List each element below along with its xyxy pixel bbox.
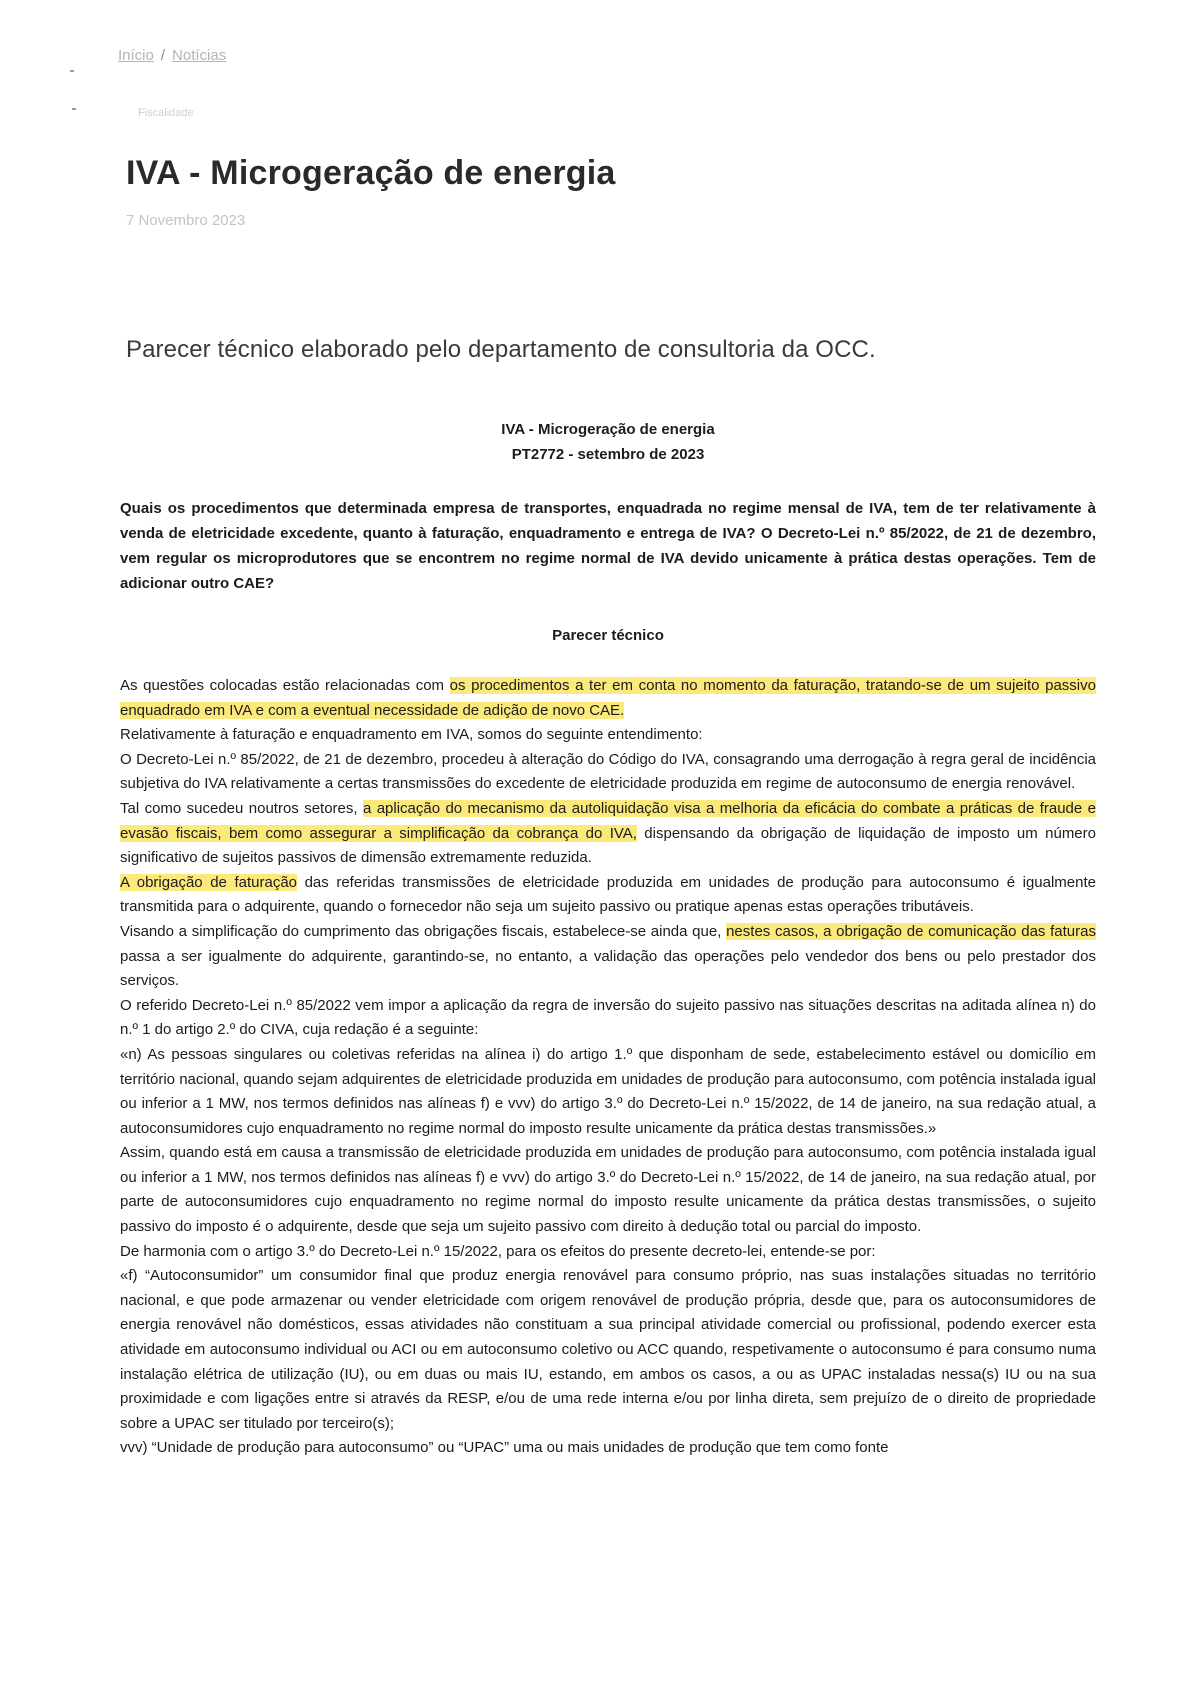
quote-paragraph: vvv) “Unidade de produção para autoconsumo” ou “UPAC” uma ou mais unidades de produção que tem como fonte [120,1439,889,1457]
paragraph [120,871,1096,920]
category-label: Fiscalidade [138,107,194,119]
paragraph [120,920,1096,994]
paragraph: O Decreto-Lei n.º 85/2022, de 21 de dezembro, procedeu à alteração do Código do IVA, consagrando uma derrogação à regra geral de incidência subjetiva do IVA relativamente a certas transmissões do excedente de eletricidade produzida em regime de autoconsumo de energia renovável. [120,750,1096,793]
paragraph-text: dispensando da obrigação de liquidação de imposto um número significativo de sujeitos passivos de dimensão extremamente reduzida. [120,824,1096,867]
paragraph-text: passa a ser igualmente do adquirente, garantindo-se, no entanto, a validação das operações pelo vendedor dos bens ou pelo prestador dos serviços. [120,947,1096,990]
quote-paragraph: «f) “Autoconsumidor” um consumidor final que produz energia renovável para consumo próprio, nas suas instalações situadas no território nacional, e que pode armazenar ou vender eletricidade com origem renovável de produção própria, desde que, para os autoconsumidores de energia renovável não domésticos, essas atividades não constituam a sua principal atividade comercial ou profissional, podendo exercer esta atividade em autoconsumo individual ou ACI ou em autoconsumo coletivo ou ACC quando, respetivamente o autoconsumo é para consumo numa instalação elétrica de utilização (IU), ou em duas ou mais IU, estando, em ambos os casos, a ou as UPAC instaladas nessa(s) IU ou na sua proximidade e com ligações entre si através da RESP, e/ou de uma rede interna e/ou por linha direta, sem prejuízo de o direito de propriedade sobre a UPAC ser titulado por terceiro(s); [120,1267,1096,1432]
question-text: Quais os procedimentos que determinada empresa de transportes, enquadrada no regime mensal de IVA, tem de ter relativamente à venda de eletricidade excedente, quanto à faturação, enquadramento e entrega de IVA? O Decreto-Lei n.º 85/2022, de 21 de dezembro, vem regular os microprodutores que se encontrem no regime normal de IVA devido unicamente à prática destas operações. Tem de adicionar outro CAE? [120,500,1096,592]
breadcrumb-news-link[interactable]: Notícias [172,47,227,64]
document-title: IVA - Microgeração de energia [501,421,715,438]
document-body [120,674,1096,1461]
paragraph: Assim, quando está em causa a transmissão de eletricidade produzida em unidades de produção para autoconsumo, com potência instalada igual ou inferior a 1 MW, nos termos definidos nas alíneas f) e vvv) do artigo 3.º do Decreto-Lei n.º 15/2022, de 14 de janeiro, na sua redação atual, por parte de autoconsumidores cujo enquadramento no regime normal do imposto resulte unicamente da prática destas transmissões, o sujeito passivo do imposto é o adquirente, desde que seja um sujeito passivo com direito à dedução total ou parcial do imposto. [120,1144,1096,1236]
paragraph-text: das referidas transmissões de eletricidade produzida em unidades de produção para autoconsumo é igualmente transmitida para o adquirente, quando o fornecedor não seja um sujeito passivo ou pratique apenas estas operações tributáveis. [120,873,1096,916]
paragraph: O referido Decreto-Lei n.º 85/2022 vem impor a aplicação da regra de inversão do sujeito passivo nas situações descritas na aditada alínea n) do n.º 1 do artigo 2.º do CIVA, cuja redação é a seguinte: [120,996,1096,1039]
breadcrumb-separator: / [160,47,166,64]
highlighted-text: os procedimentos a ter em conta no momento da faturação, tratando-se de um sujeito passivo enquadrado em IVA e com a eventual necessidade de adição de novo CAE. [120,677,1096,719]
paragraph [120,797,1096,871]
paragraph: Relativamente à faturação e enquadramento em IVA, somos do seguinte entendimento: [120,726,703,744]
scan-speck [72,108,76,110]
page-title: IVA - Microgeração de energia [126,154,616,192]
publish-date: 7 Novembro 2023 [126,212,246,229]
document-reference: PT2772 - setembro de 2023 [511,446,705,463]
section-title: Parecer técnico [552,627,664,644]
breadcrumb [118,47,226,64]
paragraph-text: As questões colocadas estão relacionadas com [120,677,450,694]
paragraph: De harmonia com o artigo 3.º do Decreto-Lei n.º 15/2022, para os efeitos do presente decreto-lei, entende-se por: [120,1242,876,1260]
highlighted-text: nestes casos, a obrigação de comunicação das faturas [726,922,1096,940]
highlighted-text: a aplicação do mecanismo da autoliquidação visa a melhoria da eficácia do combate a práticas de fraude e evasão fiscais, bem como assegurar a simplificação da cobrança do IVA, [120,799,1096,842]
paragraph-text: Tal como sucedeu noutros setores, [120,799,363,817]
quote-paragraph: «n) As pessoas singulares ou coletivas referidas na alínea i) do artigo 1.º que disponham de sede, estabelecimento estável ou domicílio em território nacional, quando sejam adquirentes de eletricidade produzida em unidades de produção para autoconsumo, com potência instalada igual ou inferior a 1 MW, nos termos definidos nas alíneas f) e vvv) do artigo 3.º do Decreto-Lei n.º 15/2022, de 14 de janeiro, na sua redação atual, a autoconsumidores cujo enquadramento no regime normal do imposto resulte unicamente da prática destas transmissões.» [120,1045,1096,1137]
highlighted-text: A obrigação de faturação [120,873,298,891]
scan-speck [70,70,74,72]
paragraph [120,674,1096,723]
lead-text: Parecer técnico elaborado pelo departamento de consultoria da OCC. [126,336,876,363]
breadcrumb-home-link[interactable]: Início [118,47,154,64]
paragraph-text: Visando a simplificação do cumprimento das obrigações fiscais, estabelece-se ainda que, [120,922,727,940]
